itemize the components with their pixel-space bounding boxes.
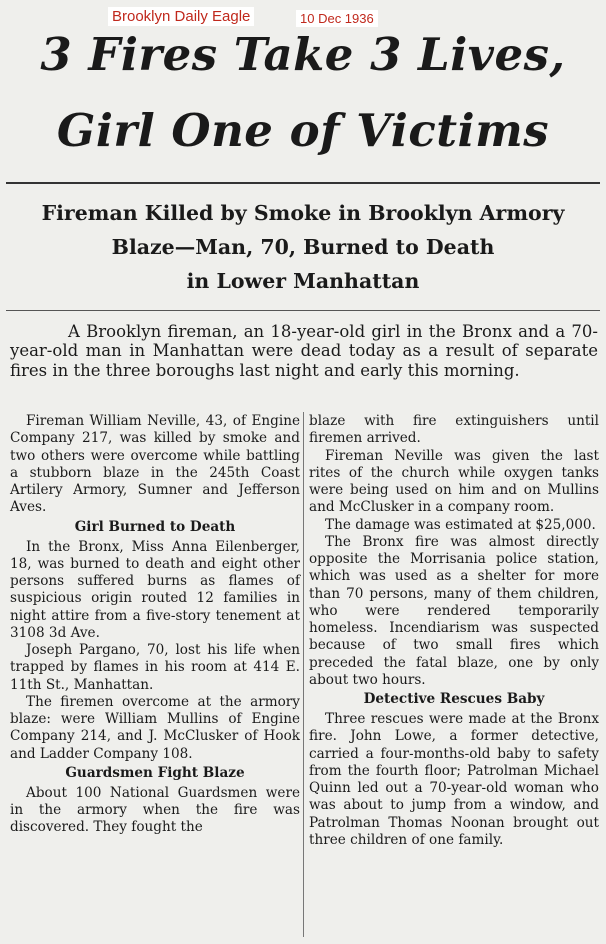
left-section-heading-1: Girl Burned to Death — [74, 518, 236, 535]
left-column — [10, 413, 300, 837]
subheadline-rule — [6, 310, 600, 311]
clipping-newspaper-tag: Brooklyn Daily Eagle — [108, 7, 254, 26]
right-paragraph-1: blaze with fire extinguishers until firemen arrived. — [309, 413, 599, 447]
right-paragraph-2: Fireman Neville was given the last rites of the church while oxygen tanks were being used on him and on Mullins and McClusker in a company room. — [309, 447, 599, 516]
column-divider — [303, 412, 304, 937]
left-section-heading-2: Guardsmen Fight Blaze — [65, 764, 245, 781]
headline-line-1: 3 Fires Take 3 Lives, — [40, 28, 566, 81]
right-section-heading-1: Detective Rescues Baby — [363, 691, 545, 707]
clipping-date-tag: 10 Dec 1936 — [296, 10, 378, 27]
subheadline-line-3: in Lower Manhattan — [186, 269, 420, 293]
subheadline — [0, 196, 606, 298]
right-column — [309, 413, 599, 849]
headline-line-2: Girl One of Victims — [56, 104, 550, 157]
left-paragraph-5: About 100 National Guardsmen were in the armory when the fire was discovered. They fought the — [10, 784, 300, 836]
subheadline-line-1: Fireman Killed by Smoke in Brooklyn Armory — [41, 201, 565, 225]
left-paragraph-4: The firemen overcome at the armory blaze: were William Mullins of Engine Company 214, and J. McClusker of Hook and Ladder Company 108. — [10, 693, 300, 762]
right-paragraph-4: The Bronx fire was almost directly opposite the Morrisania police station, which was used as a shelter for more than 70 persons, many of them children, who were rendered temporarily homeless. Incendiarism was suspected because of two small fires which preceded the fatal blaze, one by only about two hours. — [309, 533, 599, 688]
left-paragraph-3: Joseph Pargano, 70, lost his life when trapped by flames in his room at 414 E. 11th St., Manhattan. — [10, 642, 300, 693]
left-paragraph-2: In the Bronx, Miss Anna Eilenberger, 18, was burned to death and eight other persons suffered burns as flames of suspicious origin routed 12 families in night attire from a five-story tenement at 3108 3d Ave. — [10, 538, 300, 641]
headline-rule — [6, 182, 600, 184]
subheadline-line-2: Blaze—Man, 70, Burned to Death — [111, 235, 495, 259]
right-paragraph-5: Three rescues were made at the Bronx fire. John Lowe, a former detective, carried a four-months-old baby to safety from the fourth floor; Patrolman Michael Quinn led out a 70-year-old woman who was about to jump from a window, and Patrolman Thomas Noonan brought out three children of one family. — [309, 711, 599, 848]
lede-paragraph: A Brooklyn fireman, an 18-year-old girl in the Bronx and a 70-year-old man in Manhattan were dead today as a result of separate fires in the three boroughs last night and early this morning. — [10, 322, 598, 380]
left-paragraph-1: Fireman William Neville, 43, of Engine Company 217, was killed by smoke and two others were overcome while battling a stubborn blaze in the 245th Coast Artilery Armory, Sumner and Jefferson Aves. — [10, 413, 300, 516]
right-paragraph-3: The damage was estimated at $25,000. — [325, 516, 596, 533]
